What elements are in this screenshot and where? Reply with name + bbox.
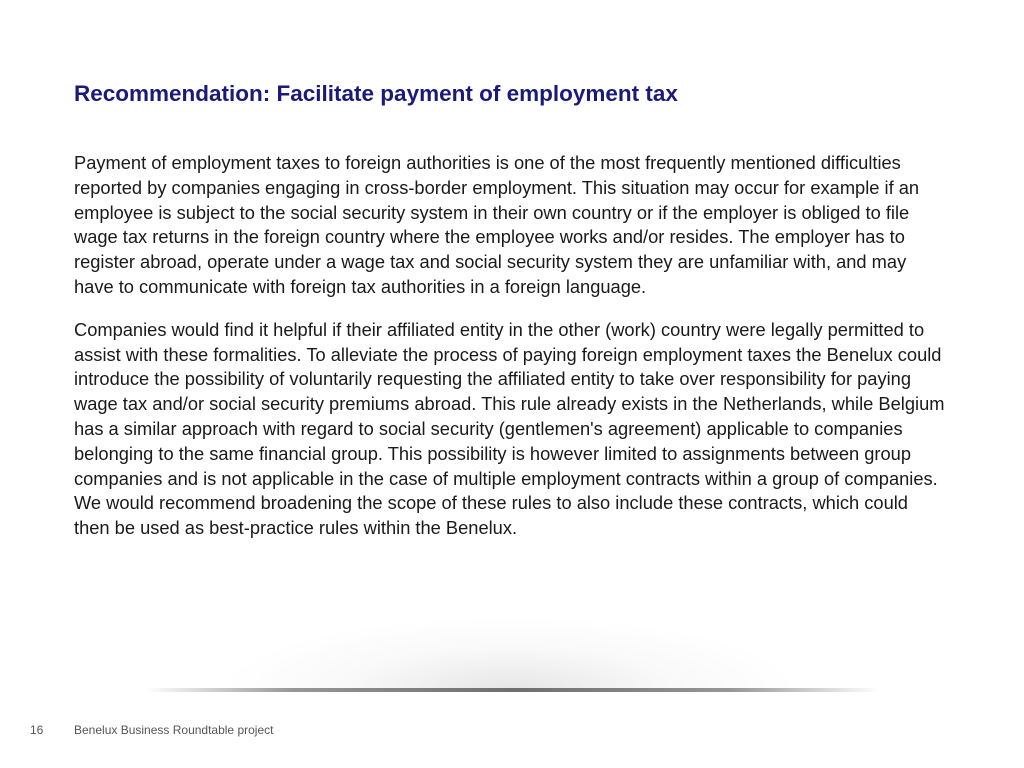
decorative-divider <box>145 688 880 692</box>
slide-body <box>74 151 946 559</box>
decorative-shadow-glow <box>150 560 870 690</box>
body-paragraph-1: Payment of employment taxes to foreign authorities is one of the most frequently mentioned difficulties reported by companies engaging in cross-border employment. This situation may occur for example if an employee is subject to the social security system in their own country or if the employer is obliged to file wage tax returns in the foreign country where the employee works and/or resides. The employer has to register abroad, operate under a wage tax and social security system they are unfamiliar with, and may have to communicate with foreign tax authorities in a foreign language. <box>74 152 920 297</box>
footer-project-name: Benelux Business Roundtable project <box>74 723 274 737</box>
page-number: 16 <box>30 723 44 737</box>
body-paragraph-2: Companies would find it helpful if their affiliated entity in the other (work) country were legally permitted to assist with these formalities. To alleviate the process of paying foreign employment taxes the Benelux could introduce the possibility of voluntarily requesting the affiliated entity to take over responsibility for paying wage tax and/or social security premiums abroad. This rule already exists in the Netherlands, while Belgium has a similar approach with regard to social security (gentlemen's agreement) applicable to companies belonging to the same financial group. This possibility is however limited to assignments between group companies and is not applicable in the case of multiple employment contracts within a group of companies. We would recommend broadening the scope of these rules to also include these contracts, which could then be used as best-practice rules within the Benelux. <box>74 318 945 539</box>
slide-title: Recommendation: Facilitate payment of employment tax <box>74 81 678 106</box>
